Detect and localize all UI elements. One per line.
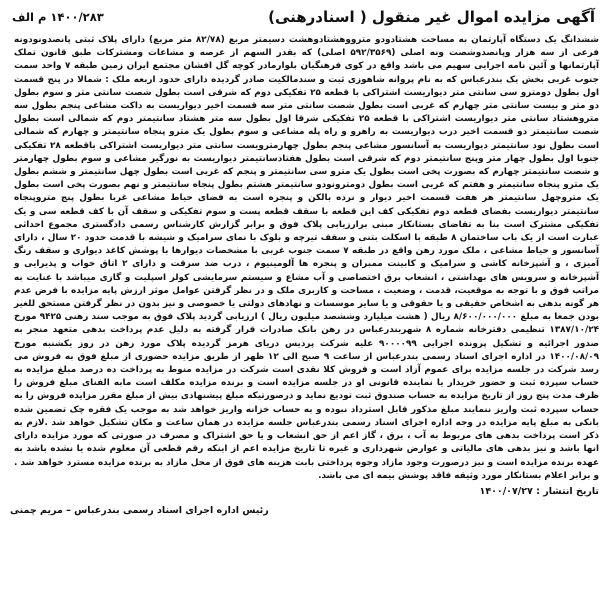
announcement-title: آگهی مزایده اموال غیر منقول ( اسنادرهنی) [268,8,595,26]
reference-number: ۱۴۰۰/۲۸۳ م الف [12,10,104,24]
announcement-body: ششدانگ یک دستگاه آپارتمان به مساحت هشتادودو مترووهشتادوهشت دسیمتر مربع (۸۲/۷۸ متر مربع) دارای پلاک ثبتی پانصدونودونه فرعی از سه هزار وپانصدوشصت ونه اصلی (۵۹۲/۳۵۶۹ اصلی) که بقدر السهم از عرصه و مشاعات ومشترکات طبق قانون تملک آپارتمانها و آئین نامه اجرایی سهیم می باشد واقع در کوی فرهنگیان بلوارمادر کوچه گل افشان مجتمع ایران زمین طبقه ۷ واحد سمت جنوب غربی بخش یک بندرعباس که به نام پروانه شاهوزی ثبت و سندمالکیت صادر گردیده دارای حدود اربعه ملک : شمالا در پنج قسمت اول بطول دومترو سی سانتی متر دیواریست اشتراکی با قطعه ۲۵ تفکیکی دوم که شرقی است بطول شصت سانتی متر و سوم بطول دو متر و بیست سانتی متر چهارم که غربی است بطول شصت سانتی متر سه قسمت اخیر دیواریست به داکت مشاعی پنجم بطول سه متروهشتاد سانتی متر دیواریست اشتراکی با قطعه ۲۵ تفکیکی شرقا اول بطول سه متر هشتاد سانتیمتر دوم که شمالی است بطول شصت سانتیمتر دو قسمت اخیر درب دیواریست به راهرو و راه پله مشاعی و سوم بطول یک مترو پنجاه سانتیمتر و چهارم که شمالی است بطول نود سانتیمتر دیواریست به آسانسور مشاعی پنجم بطول چهارمترویست سانتی متر دیواریست اشتراکی باقطعه ۲۸ تفکیکی جنوبا اول بطول چهار متر وپنج سانتیمتر دوم که شرقی است بطول هفتادسانتیمتر دیواریست به نورگیر مشاعی و سوم بطول چهارمتر و شصت سانتیمتر چهارم که بصورت پخی است بطول یک مترو سی سانتیمتر و پنجم که غربی است بطول چهل سانتیمتر و ششم بطول یک مترو پنجاه سانتیمتر و هفتم که غربی است بطول دومترونودو سانتیمتر هشتم بطول پنجاه سانتیمتر و نهم بصورت پخی است بطول یک متروچهل سانتیمتر هر هفت قسمت اخیر دیوار و نرده بالکن و پنجره است به فضای حیاط مشاعی غربا بطول پنج متروپنجاه سانتیمتر دیواریست بفضای قطعه دوم تفکیکی کف این قطعه با سقف قطعه پست و سوم تفکیکی و سقف آن با کف قطعه سی و یک تفکیکی مشترک است بنا به تقاضای بستانکار مبنی برارزیابی پلاک فوق و برابر گزارش کارشناس رسمی دادگستری مجموع احداثی عبارت است از یک باب ساختمان ۸ طبقه با اسکلت بتنی و سقف تیرچه و بلوک با نمای سرامیک و شیشه با قدمت حدود ۲۰ سال ، دارای آسانسور و حیاط مشاعی ، ملک مورد رهن واقع در طبقه ۷ سمت جنوب غربی با مشخصات دیوارها با پوشش کاغذ دیواری و سقف رنگ آمیزی ، و آشپزخانه کاشی و سرامیک و کابینت ممبران و پنجره ها آلومینیوم ، درب ضد سرقت و دارای ۲ اتاق خواب و پذیرایی و آشپزخانه و سرویس های بهداشتی ، انشعاب برق اختصاصی و آب مشاع و سیستم سرمایشی کولر اسپلیت و گازی میباشد با عنایت به مراتب فوق و با توجه به موقعیت، قدمت ، وضعیت ، مساحت و کاربری ملک و در نظر گرفتن عوامل موثر ارزش پایه مزایده با فرض عدم هر گونه بدهی به اشخاص حقیقی و یا حقوقی و یا سایر موسسات و نهادهای دولتی یا خصوصی و نیز بدون در نظر گرفتن مستحق للغیر بودن جمعا به مبلغ ۸/۶۰۰/۰۰۰/۰۰۰ ریال ( هشت میلیارد وششصد میلیون ریال ) ارزیابی گردید پلاک فوق به موجب سند رهنی ۹۴۲۵ مورخ ۱۳۸۷/۱۰/۲۴ تنظیمی دفترخانه شماره ۸ شهربندرعباس در رهن بانک صادرات قرار گرفته به دلیل عدم پرداخت بدهی متعهد منجر به صدور اجرائیه و تشکیل پرونده اجرایی ۹۰۰۰۰۹۹ علیه شرکت پردیس دریای هرمز گردیده پلاک مورد رهن در روز یکشنبه مورخ ۱۴۰۰/۰۸/۰۹ در اداره اجرای اسناد رسمی بندرعباس از ساعت ۹ صبح الی ۱۲ ظهر از طریق مزایده حضوری از مبلغ فوق به فروش می رسد شرکت در جلسه مزایده برای عموم آزاد است و فروش کلا نقدی است شرکت در مزایده منوط به پرداخت ده درصد مبلغ مزایده به حساب سپرده ثبت و حضور خریدار یا نماینده قانونی او در جلسه مزایده است و برنده مزایده مکلف است مابه الفنای مبلغ فروش را ظرف مدت پنج روز از تاریخ مزایده به حساب صندوق ثبت تودیع نماید و درصورتیکه مبلغ پیشنهادی بیش از مبلغ مقرر مزایده فروش را به حساب سپرده ثبت واریز ننمایند مبلغ مذکور قابل استرداد نبوده و به حساب خزانه واریز خواهد شد به موجب یک فقره چک تضمین شده بانکی به مبلغ پایه مزایده در وجه اداره اجرای اسناد رسمی بندرعباس جلسه مزایده در همان ساعت و مکان تشکیل خواهد شد .لازم به ذکر است پرداخت بدهی های مربوط به آب ، برق ، گاز اعم از حق انشعاب و یا حق اشتراک و مصرف در صورتی که مورد مزایده دارای انها باشد و نیز بدهی های مالیاتی و عوارض شهرداری و غیره تا تاریخ مزایده اعم از اینکه رقم قطعی آن معلوم شده یا نشده باشد به عهده برنده مزایده است و نیز درصورت وجود مازاد وجوه پرداختی بابت هزینه های فوق از محل مازاد به برنده مزایده مسترد خواهد شد . و برابر اعلام بستانکار مورد وثیقه فاقد پوشش بیمه ای می باشد. [14,35,600,481]
publication-date-line [14,485,599,498]
publication-date: ۱۴۰۰/۰۷/۲۷ [479,485,533,497]
publication-date-label: تاریخ انتشار : [536,485,599,497]
announcement-header [10,6,603,32]
signature-line: رئیس اداره اجرای اسناد رسمی بندرعباس – مریم چمنی [10,504,269,516]
